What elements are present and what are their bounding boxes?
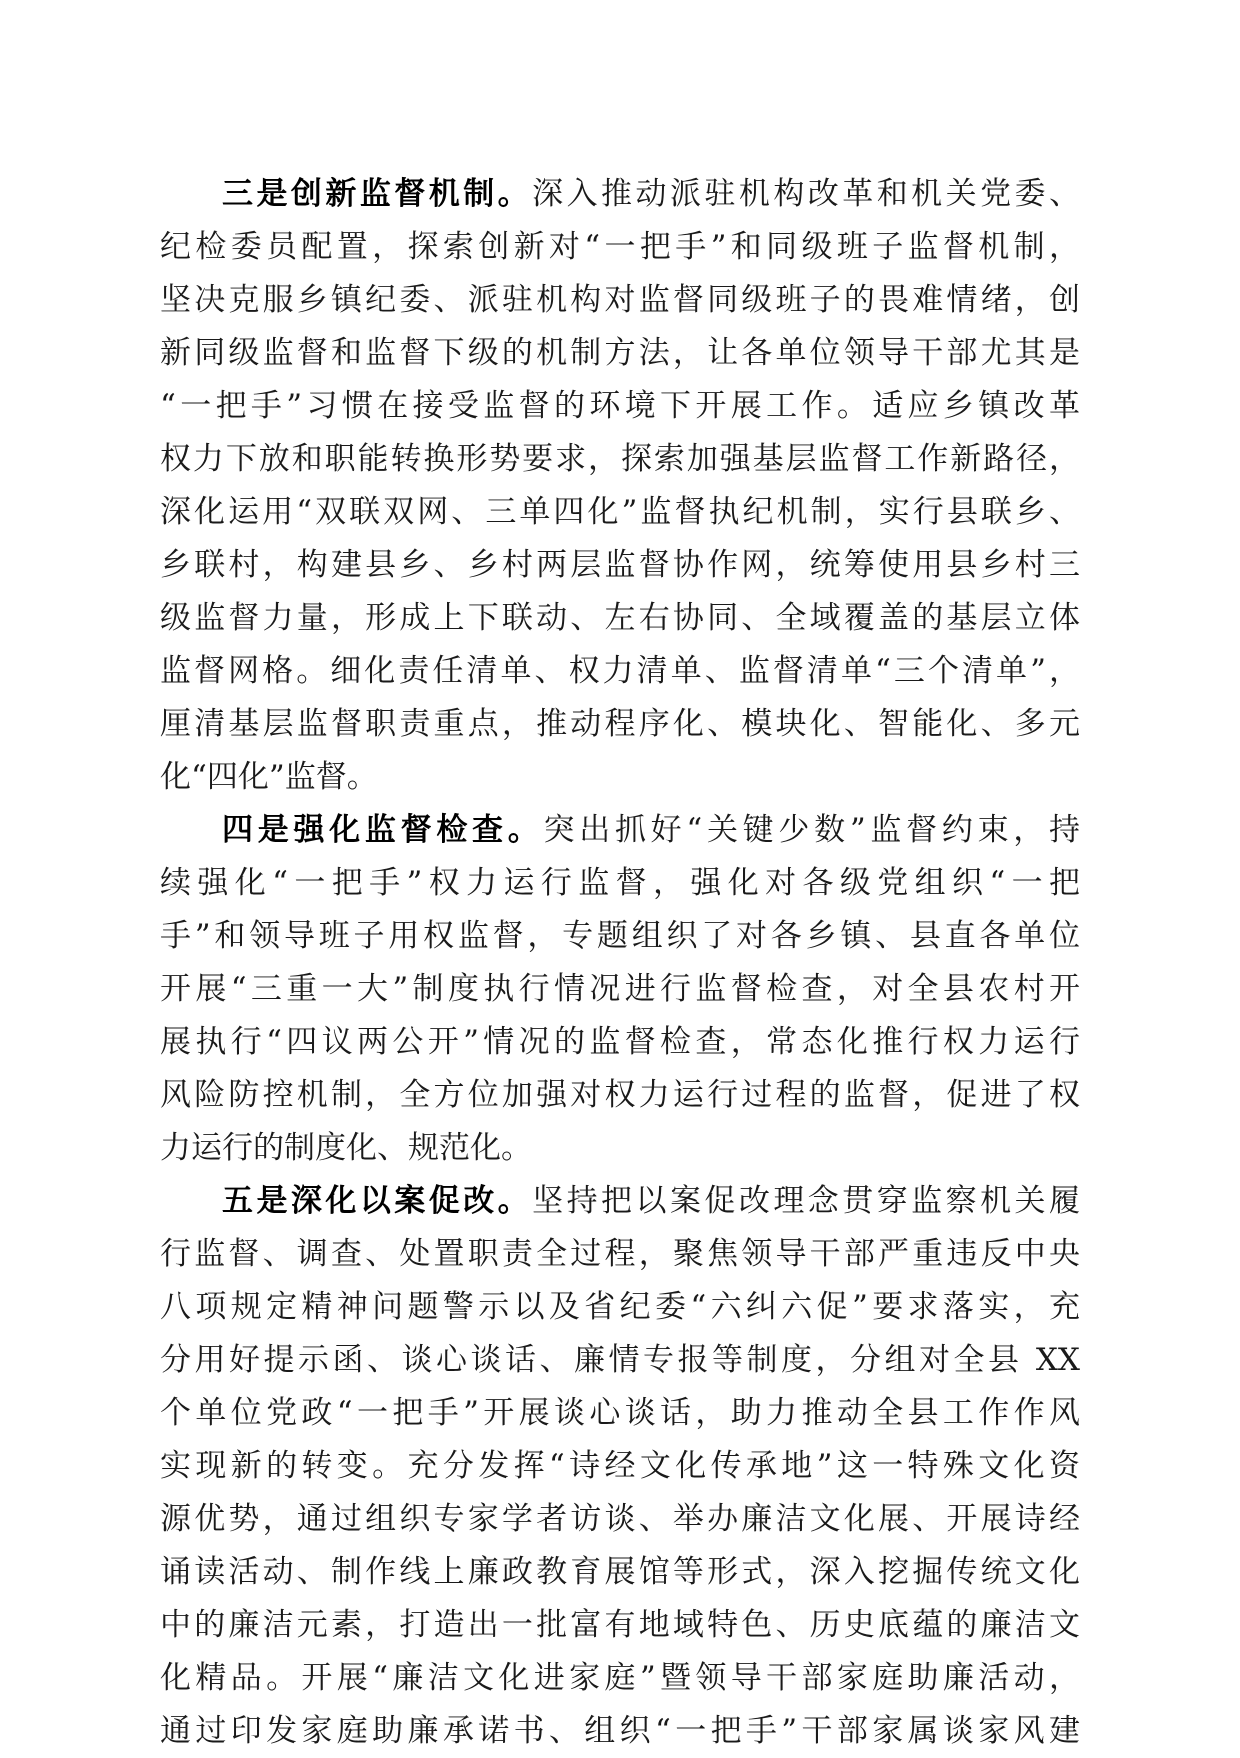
text-line: 力运行的制度化、规范化。 — [160, 1130, 532, 1166]
text-line: 化精品。开展“廉洁文化进家庭”暨领导干部家庭助廉活动， — [160, 1660, 1080, 1696]
text-line: 八项规定精神问题警示以及省纪委“六纠六促”要求落实，充 — [160, 1289, 1080, 1325]
text-line: 厘清基层监督职责重点，推动程序化、模块化、智能化、多元 — [160, 706, 1080, 742]
text-line: 展执行“四议两公开”情况的监督检查，常态化推行权力运行 — [160, 1024, 1080, 1060]
paragraph-case-reform — [160, 1175, 1080, 1758]
text-line: 分用好提示函、谈心谈话、廉情专报等制度，分组对全县 XX — [160, 1342, 1080, 1378]
text-line: 纪检委员配置，探索创新对“一把手”和同级班子监督机制， — [160, 229, 1080, 265]
text-line: 开展“三重一大”制度执行情况进行监督检查，对全县农村开 — [160, 971, 1080, 1007]
text-line: 化“四化”监督。 — [160, 759, 378, 795]
text-line: 行监督、调查、处置职责全过程，聚焦领导干部严重违反中央 — [160, 1236, 1080, 1272]
text-line: 中的廉洁元素，打造出一批富有地域特色、历史底蕴的廉洁文 — [160, 1607, 1080, 1643]
text-line: “一把手”习惯在接受监督的环境下开展工作。适应乡镇改革 — [160, 388, 1080, 424]
body-text — [160, 168, 1080, 1758]
text-line: 权力下放和职能转换形势要求，探索加强基层监督工作新路径， — [160, 441, 1080, 477]
paragraph-lead: 三是创新监督机制。 — [222, 176, 533, 212]
text-line: 手”和领导班子用权监督，专题组织了对各乡镇、县直各单位 — [160, 918, 1080, 954]
text-line: 诵读活动、制作线上廉政教育展馆等形式，深入挖掘传统文化 — [160, 1554, 1080, 1590]
text-line: 续强化“一把手”权力运行监督，强化对各级党组织“一把 — [160, 865, 1080, 901]
paragraph-innovate-supervision — [160, 168, 1080, 804]
text-line: 实现新的转变。充分发挥“诗经文化传承地”这一特殊文化资 — [160, 1448, 1080, 1484]
text-line: 坚决克服乡镇纪委、派驻机构对监督同级班子的畏难情绪，创 — [160, 282, 1080, 318]
text-line: 个单位党政“一把手”开展谈心谈话，助力推动全县工作作风 — [160, 1395, 1080, 1431]
text-line: 监督网格。细化责任清单、权力清单、监督清单“三个清单”， — [160, 653, 1080, 689]
text-line: 四是强化监督检查。突出抓好“关键少数”监督约束，持 — [222, 812, 1081, 848]
text-line: 乡联村，构建县乡、乡村两层监督协作网，统筹使用县乡村三 — [160, 547, 1080, 583]
text-line: 五是深化以案促改。坚持把以案促改理念贯穿监察机关履 — [222, 1183, 1080, 1219]
text-line: 源优势，通过组织专家学者访谈、举办廉洁文化展、开展诗经 — [160, 1501, 1080, 1537]
text-line: 风险防控机制，全方位加强对权力运行过程的监督，促进了权 — [160, 1077, 1080, 1113]
text-line: 新同级监督和监督下级的机制方法，让各单位领导干部尤其是 — [160, 335, 1080, 371]
text-line: 级监督力量，形成上下联动、左右协同、全域覆盖的基层立体 — [160, 600, 1080, 636]
text-line: 通过印发家庭助廉承诺书、组织“一把手”干部家属谈家风建 — [160, 1713, 1080, 1749]
paragraph-strengthen-inspection — [160, 804, 1080, 1175]
text-line: 深化运用“双联双网、三单四化”监督执纪机制，实行县联乡、 — [160, 494, 1080, 530]
paragraph-lead: 五是深化以案促改。 — [222, 1183, 533, 1219]
text-line: 三是创新监督机制。深入推动派驻机构改革和机关党委、 — [222, 176, 1080, 212]
paragraph-lead: 四是强化监督检查。 — [222, 812, 544, 848]
